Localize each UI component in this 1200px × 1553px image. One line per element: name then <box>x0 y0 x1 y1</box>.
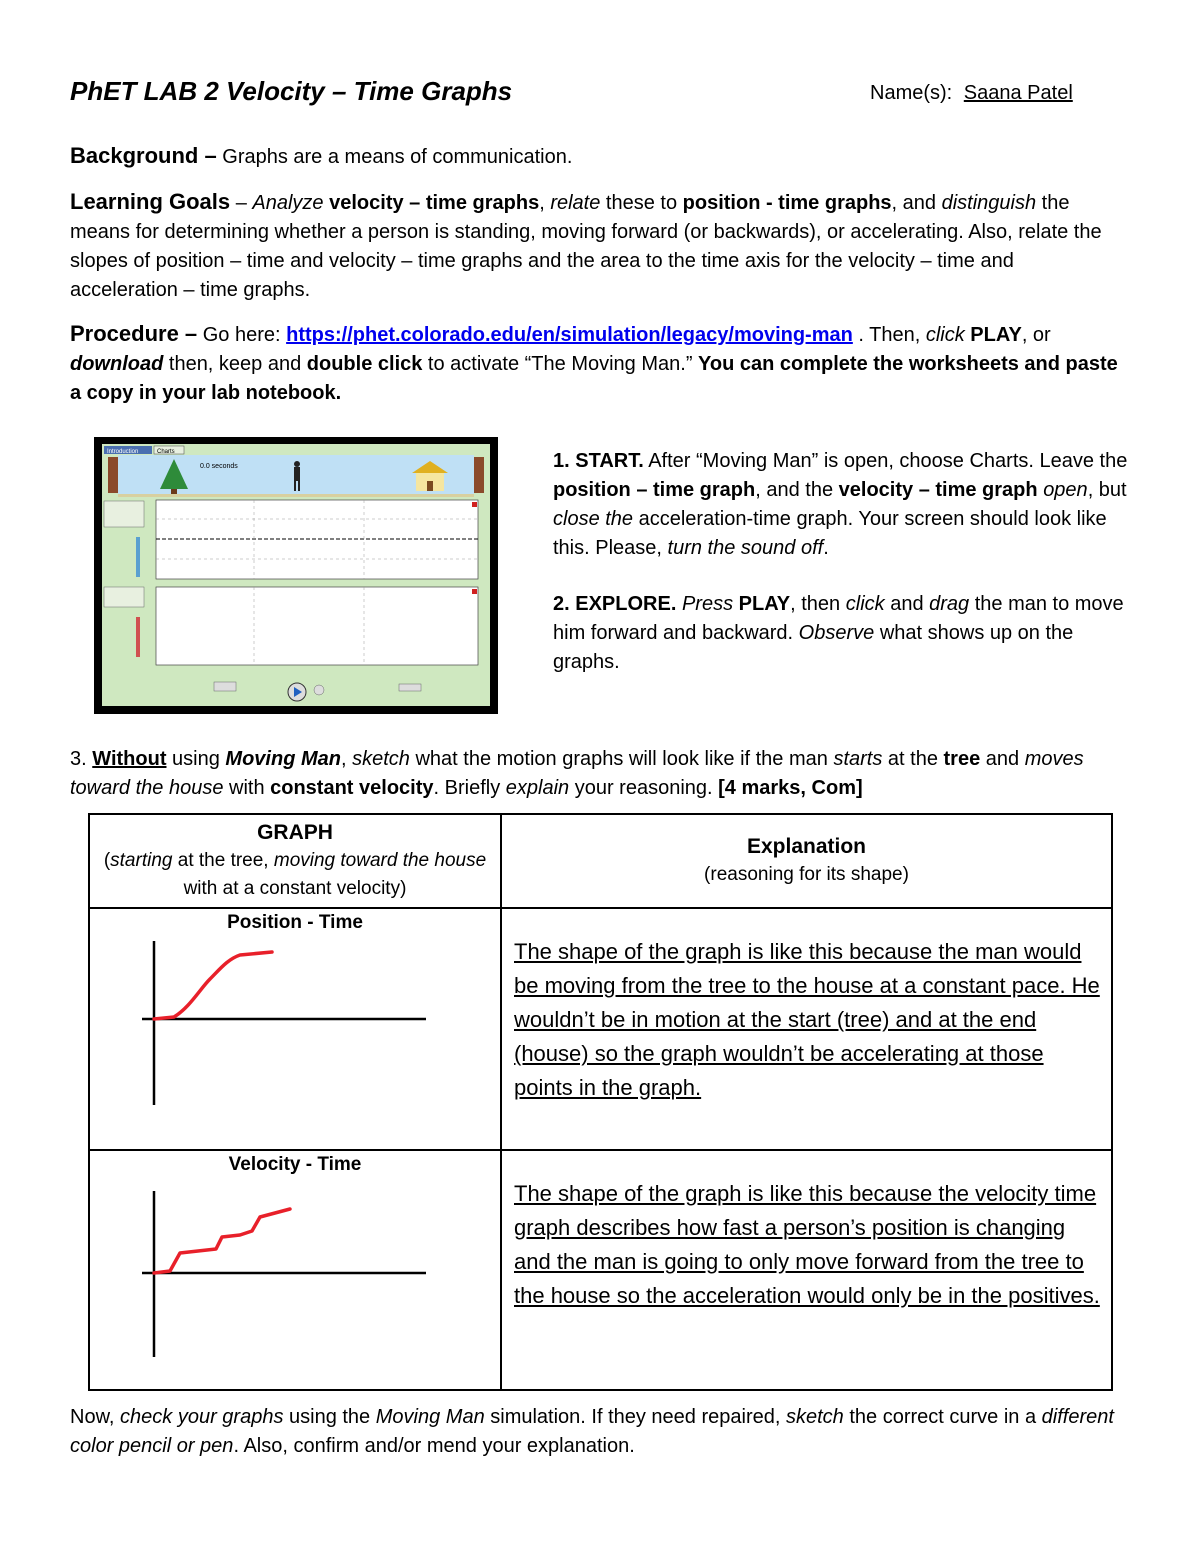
moving-man-screenshot <box>94 437 498 714</box>
text: Moving Man <box>225 748 341 770</box>
position-time-sketch <box>90 937 500 1147</box>
text: , but <box>1087 479 1127 501</box>
background-section <box>70 141 1125 172</box>
text: check your graphs <box>120 1406 284 1428</box>
table-row <box>89 908 1112 1150</box>
text: relate <box>550 192 601 214</box>
name-value: Saana Patel <box>963 82 1073 104</box>
background-heading: Background – <box>70 143 217 168</box>
tab-charts-label: Charts <box>157 449 175 455</box>
explanation-column-header <box>501 814 1112 908</box>
text: , <box>340 748 353 770</box>
text: the means for determining whether a person is standing, moving forward (or backwards), or accelerating. Also, relate the slopes of position – time and velocity – time graphs and the area to the time axis for the velocity – time and acceleration – time graphs. <box>70 192 1102 301</box>
step-1 <box>553 447 1128 563</box>
text: click <box>845 593 885 615</box>
text: [4 marks, Com] <box>718 777 863 799</box>
table-header-row <box>89 814 1112 908</box>
text: Observe <box>798 622 875 644</box>
text: Press <box>681 593 734 615</box>
velocity-time-sketch <box>90 1179 500 1389</box>
text: PLAY <box>964 324 1022 346</box>
text: You can complete the worksheets and paste a copy in your lab notebook. <box>70 353 1118 404</box>
text: at the <box>882 748 944 770</box>
velocity-time-cell <box>89 1150 501 1390</box>
learning-goals-section <box>70 187 1125 305</box>
text: what the motion graphs will look like if the man <box>409 748 834 770</box>
footer-instructions <box>70 1403 1130 1461</box>
velocity-chart-area <box>156 587 478 665</box>
explanation-column-title: Explanation <box>746 835 867 858</box>
explanation-column-subtitle: (reasoning for its shape) <box>704 864 909 885</box>
page-title: PhET LAB 2 Velocity – Time Graphs <box>70 76 513 106</box>
text: . <box>823 537 829 559</box>
position-time-cell <box>89 908 501 1150</box>
text: moves toward the house <box>70 748 1084 799</box>
text: download <box>70 353 164 375</box>
text: Analyze <box>252 192 324 214</box>
text: open <box>1043 479 1088 501</box>
position-time-label: Position - Time <box>227 912 363 933</box>
time-readout: 0.0 seconds <box>200 463 238 470</box>
text: explain <box>505 777 570 799</box>
simulation-illustration <box>94 437 498 714</box>
text: ( <box>103 850 111 871</box>
procedure-section <box>70 319 1125 408</box>
text: moving toward the house <box>273 850 487 871</box>
text: and <box>980 748 1025 770</box>
learning-goals-heading: Learning Goals <box>70 189 231 214</box>
text: at the tree, <box>172 850 274 871</box>
table-row <box>89 1150 1112 1390</box>
name-field <box>870 82 1073 105</box>
text: the man to move him forward and backward. <box>553 593 1124 644</box>
text: position – time graph <box>553 479 756 501</box>
text: Now, <box>70 1406 121 1428</box>
text: constant velocity <box>270 777 434 799</box>
text: . Also, confirm and/or mend your explanation. <box>233 1435 635 1457</box>
text: Go here: <box>197 324 287 346</box>
procedure-heading: Procedure – <box>70 321 198 346</box>
text: velocity – time graphs <box>323 192 540 214</box>
text: PLAY <box>733 593 791 615</box>
text: what shows up on the graphs. <box>553 622 1074 673</box>
text: . Briefly <box>433 777 506 799</box>
text: velocity – time graph <box>838 479 1038 501</box>
background-text: Graphs are a means of communication. <box>216 146 573 168</box>
question-3 <box>70 745 1125 803</box>
text: Moving Man <box>375 1406 485 1428</box>
text: close the <box>553 508 634 530</box>
text: , and <box>891 192 942 214</box>
text: turn the sound off <box>667 537 824 559</box>
text: distinguish <box>941 192 1037 214</box>
text: your reasoning. <box>569 777 719 799</box>
text: After “Moving Man” is open, choose Charts. Leave the <box>643 450 1128 472</box>
text: these to <box>600 192 683 214</box>
velocity-time-label: Velocity - Time <box>228 1154 362 1175</box>
text: Without <box>92 748 167 770</box>
position-time-explanation: The shape of the graph is like this because the man would be moving from the tree to the house at a constant pace. He wouldn’t be in motion at the start (tree) and at the end (house) so the graph wouldn’t be accelerating at those points in the graph. <box>514 939 1100 1100</box>
velocity-curve <box>154 1209 290 1273</box>
position-curve <box>154 952 272 1019</box>
text: click <box>925 324 965 346</box>
text: using the <box>283 1406 376 1428</box>
right-wall <box>474 457 484 493</box>
text: drag <box>929 593 970 615</box>
graph-column-header <box>89 814 501 908</box>
text: then, keep and <box>163 353 307 375</box>
text: double click <box>306 353 423 375</box>
steps-section <box>553 447 1128 704</box>
text: 3. <box>70 748 93 770</box>
text: and <box>884 593 930 615</box>
text: simulation. If they need repaired, <box>484 1406 786 1428</box>
left-wall <box>108 457 118 493</box>
text: position - time graphs <box>682 192 892 214</box>
text: using <box>166 748 226 770</box>
simulation-link[interactable]: https://phet.colorado.edu/en/simulation/legacy/moving-man <box>286 324 853 346</box>
text: sketch <box>352 748 410 770</box>
text: to activate “The Moving Man.” <box>422 353 699 375</box>
step-2 <box>553 590 1128 677</box>
text: starts <box>833 748 883 770</box>
text: , then <box>790 593 846 615</box>
text: starting <box>110 850 173 871</box>
name-label: Name(s): <box>870 82 953 104</box>
tab-introduction-label: Introduction <box>107 449 139 455</box>
velocity-time-explanation: The shape of the graph is like this because the velocity time graph describes how fast a person’s position is changing and the man is going to only move forward from the tree to the house so the acceleration would only be in the positives. <box>514 1181 1100 1308</box>
text: – <box>230 192 253 214</box>
text: 2. <box>553 593 576 615</box>
text: sketch <box>785 1406 844 1428</box>
text: , and the <box>755 479 839 501</box>
text: , or <box>1021 324 1051 346</box>
text: the correct curve in a <box>843 1406 1042 1428</box>
text: with <box>223 777 271 799</box>
graph-column-subtitle <box>90 847 500 903</box>
text: EXPLORE. <box>575 593 677 615</box>
text: START. <box>575 450 644 472</box>
text: different color pencil or pen <box>70 1406 1114 1457</box>
text: acceleration-time graph. Your screen should look like this. Please, <box>553 508 1107 559</box>
graph-column-title: GRAPH <box>257 821 333 844</box>
position-time-explanation-cell <box>501 908 1112 1150</box>
text: , <box>539 192 551 214</box>
text: tree <box>943 748 981 770</box>
answer-table <box>88 813 1113 1391</box>
velocity-time-explanation-cell <box>501 1150 1112 1390</box>
text: with at a constant velocity) <box>183 878 407 899</box>
text: 1. <box>553 450 576 472</box>
text: . Then, <box>852 324 926 346</box>
